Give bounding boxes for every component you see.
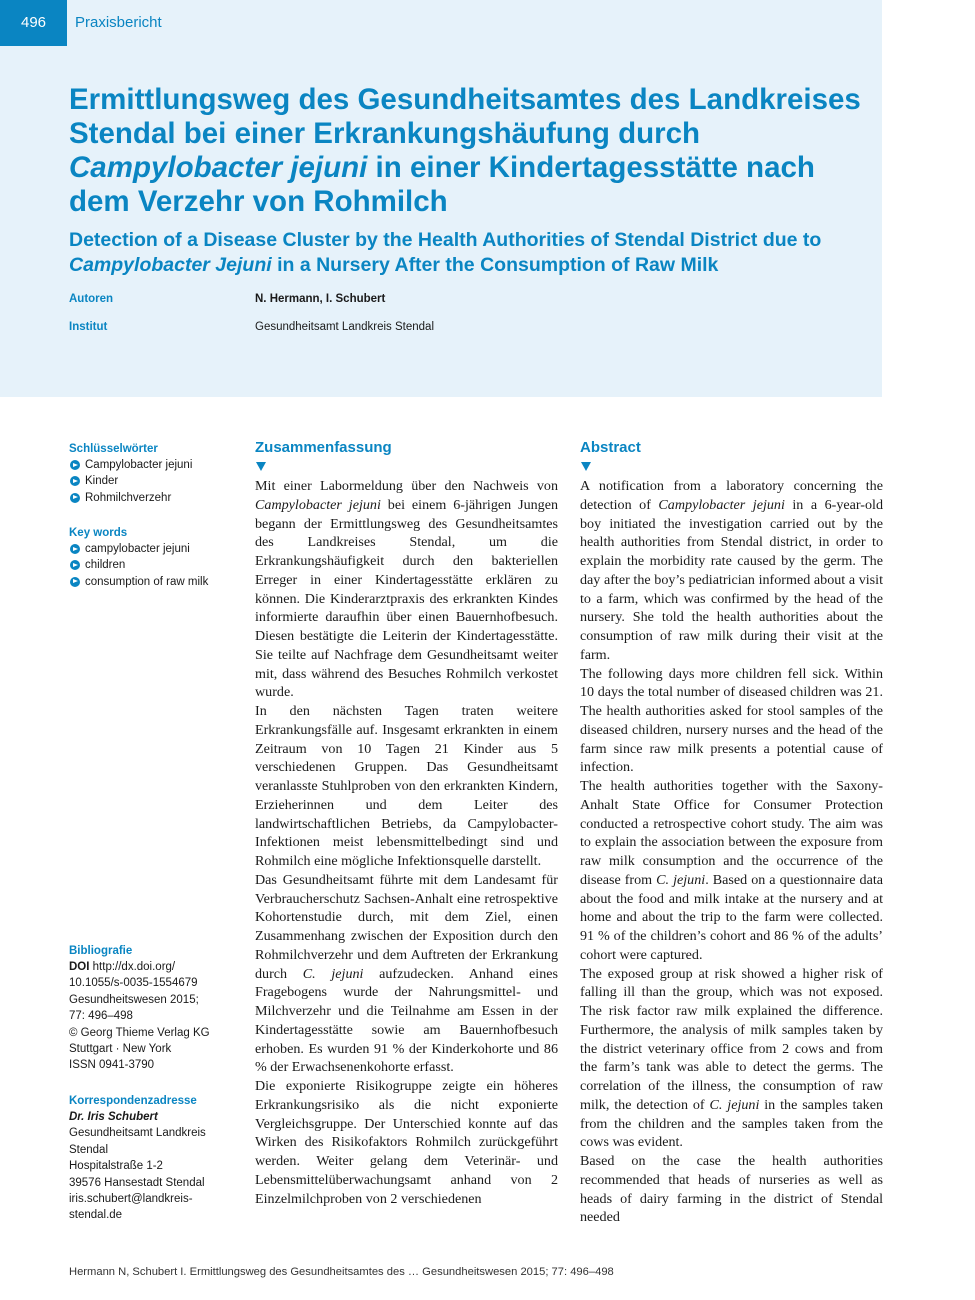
correspondence-email: stendal.de	[69, 1209, 123, 1222]
title-german: Ermittlungsweg des Gesundheitsamtes des Landkreises Stendal bei einer Erkrankungshäufung durch Campylobacter jejuni in einer Kindertagesstätte nach dem Verzehr von Rohmilch	[69, 83, 861, 218]
correspondence-name: Dr. Iris Schubert	[69, 1111, 158, 1123]
page-number: 496	[0, 0, 67, 46]
keywords-en-heading: Key words	[69, 527, 128, 539]
institute: Gesundheitsamt Landkreis Stendal	[255, 321, 434, 333]
arrow-bullet-icon	[70, 460, 80, 470]
correspondence-line: Gesundheitsamt Landkreis	[69, 1127, 206, 1140]
section-label: Praxisbericht	[75, 14, 162, 31]
correspondence	[69, 1093, 219, 1224]
bibliography-line: © Georg Thieme Verlag KG	[69, 1026, 210, 1039]
paragraph: Das Gesundheitsamt führte mit dem Landesamt für Verbraucherschutz Sachsen-Anhalt eine retrospektive Kohortenstudie durch, mit dem Ziel, einen Zusammenhang zwischen der Exposition durch den Rohmilchverzehr und dem Auftreten der Erkrankung durch C. jejuni aufzudecken. Anhand eines Fragebogens wurde der Nahrungsmittel- und Milchverzehr und die Teilnahme am Essen in der Kindertagesstätte sowie am Bauernhofbesuch erhoben. Es wurden 91 % der Kinderkohorte und 86 % der Erwachsenenkohorte erfasst.	[255, 871, 558, 1076]
paragraph: The health authorities together with the Saxony-Anhalt State Office for Consumer Protection conducted a retrospective cohort study. The aim was to explain the association between the exposure from raw milk consumption and the occurrence of the disease from C. jejuni. Based on a questionnaire data about the food and milk intake at the nursery and at home and about the trip to the farm were collected. 91 % of the children’s cohort and 86 % of the adults’ cohort were captured.	[580, 778, 883, 963]
keyword-item: Kinder	[69, 473, 219, 489]
zusammenfassung-heading: Zusammenfassung	[255, 439, 392, 456]
bibliography-line: Stuttgart · New York	[69, 1043, 172, 1056]
institute-label: Institut	[69, 321, 108, 333]
doi-line: DOI http://dx.doi.org/	[69, 961, 176, 973]
bibliography-line: ISSN 0941-3790	[69, 1059, 155, 1072]
triangle-down-icon	[256, 462, 266, 471]
authors-label: Autoren	[69, 293, 114, 305]
paragraph: Based on the case the health authorities recommended that heads of nurseries as well as heads of dairy farming in the district of Stendal needed	[580, 1153, 883, 1226]
triangle-down-icon	[581, 462, 591, 471]
correspondence-line: Hospitalstraße 1-2	[69, 1160, 163, 1173]
keyword-item: consumption of raw milk	[69, 574, 219, 590]
title-english: Detection of a Disease Cluster by the Health Authorities of Stendal District due to Campylobacter Jejuni in a Nursery After the Consumption of Raw Milk	[69, 229, 822, 276]
paragraph: A notification from a laboratory concerning the detection of Campylobacter jejuni in a 6-year-old boy initiated the investigation carried out by the health authorities from Stendal district, in order to explain the morbidity rate caused by the germ. The day after the boy’s pediatrician informed about a visit to a farm, which was confirmed by the head of the nursery. She told the health authorities about the consumption of raw milk during their visit at the farm.	[580, 478, 884, 663]
abstract-text	[580, 477, 883, 1227]
keyword-item: children	[69, 557, 219, 573]
bibliography-line: 77: 496–498	[69, 1010, 133, 1023]
abstract-heading: Abstract	[580, 439, 641, 456]
arrow-bullet-icon	[70, 560, 80, 570]
arrow-bullet-icon	[70, 544, 80, 554]
arrow-bullet-icon	[70, 493, 80, 503]
arrow-bullet-icon	[70, 476, 80, 486]
bibliography-line: 10.1055/s-0035-1554679	[69, 977, 198, 990]
correspondence-email: iris.schubert@landkreis-	[69, 1193, 193, 1206]
authors: N. Hermann, I. Schubert	[255, 293, 386, 305]
footer-citation: Hermann N, Schubert I. Ermittlungsweg des Gesundheitsamtes des … Gesundheitswesen 2015; 77: 496–498	[69, 1266, 614, 1278]
bibliography-line: Gesundheitswesen 2015;	[69, 993, 199, 1006]
keywords-de-heading: Schlüsselwörter	[69, 443, 158, 455]
paragraph: Die exponierte Risikogruppe zeigte ein höheres Erkrankungsrisiko als die nicht exponierte Vergleichsgruppe. Der Unterschied konnte auf das Wirken des Risikofaktors Rohmilch zurückgeführt werden. Weiter gelang dem Veterinär- und Lebensmittelüberwachungsamt anhand von 2 Einzelmilchproben von 2 verschiedenen	[255, 1078, 558, 1207]
paragraph: The following days more children fell sick. Within 10 days the total number of diseased children was 21. The health authorities asked for stool samples of the diseased children, nursery nurses and the head of the farm since raw milk presents a potential cause of infection.	[580, 665, 883, 776]
keywords-german	[69, 441, 219, 506]
keywords-english	[69, 525, 219, 590]
keyword-item: campylobacter jejuni	[69, 541, 219, 557]
paragraph: The exposed group at risk showed a higher risk of falling ill than the group, which was not exposed. The risk factor raw milk explained the difference. Furthermore, the analysis of milk samples taken by the district veterinary office from 2 cows and from the farm’s tank was able to detect the germs. The correlation of the illness, the consumption of raw milk, the detection of C. jejuni in the samples taken from the children and the samples taken from the cows was evident.	[580, 965, 884, 1151]
correspondence-line: 39576 Hansestadt Stendal	[69, 1176, 205, 1189]
correspondence-line: Stendal	[69, 1143, 109, 1156]
keyword-item: Rohmilchverzehr	[69, 490, 219, 506]
bibliography	[69, 943, 219, 1074]
keyword-item: Campylobacter jejuni	[69, 457, 219, 473]
correspondence-heading: Korrespondenzadresse	[69, 1095, 197, 1107]
paragraph: In den nächsten Tagen traten weitere Erkrankungsfälle auf. Insgesamt erkrankten in einem Zeitraum von 10 Tagen 21 Kinder aus 5 verschiedenen Gruppen. Das Gesundheitsamt veranlasste Stuhlproben von den erkrankten Kindern, Erzieherinnen und dem Leiter des landwirtschaftlichen Betriebs, da Campylobacter-Infektionen meist lebensmittelbedingt sind und Rohmilch eine mögliche Infektionsquelle darstellt.	[255, 703, 558, 869]
bibliography-heading: Bibliografie	[69, 945, 133, 957]
paragraph: Mit einer Labormeldung über den Nachweis von Campylobacter jejuni bei einem 6-jährigen Jungen begann der Ermittlungsweg des Gesundheitsamtes des Landkreises Stendal, um die Erkrankungshäufigkeit durch den bakteriellen Erreger in einer Kindertagesstätte erklären zu können. Die Kinderarztpraxis des erkrankten Kindes informierte daraufhin über einen Bauernhofbesuch. Diesen bestätigte die Leiterin der Kindertagesstätte. Sie teilte auf Nachfrage dem Gesundheitsamt weiter mit, dass während des Besuches Rohmilch verkostet wurde.	[255, 478, 559, 701]
zusammenfassung-text	[255, 477, 558, 1208]
arrow-bullet-icon	[70, 577, 80, 587]
